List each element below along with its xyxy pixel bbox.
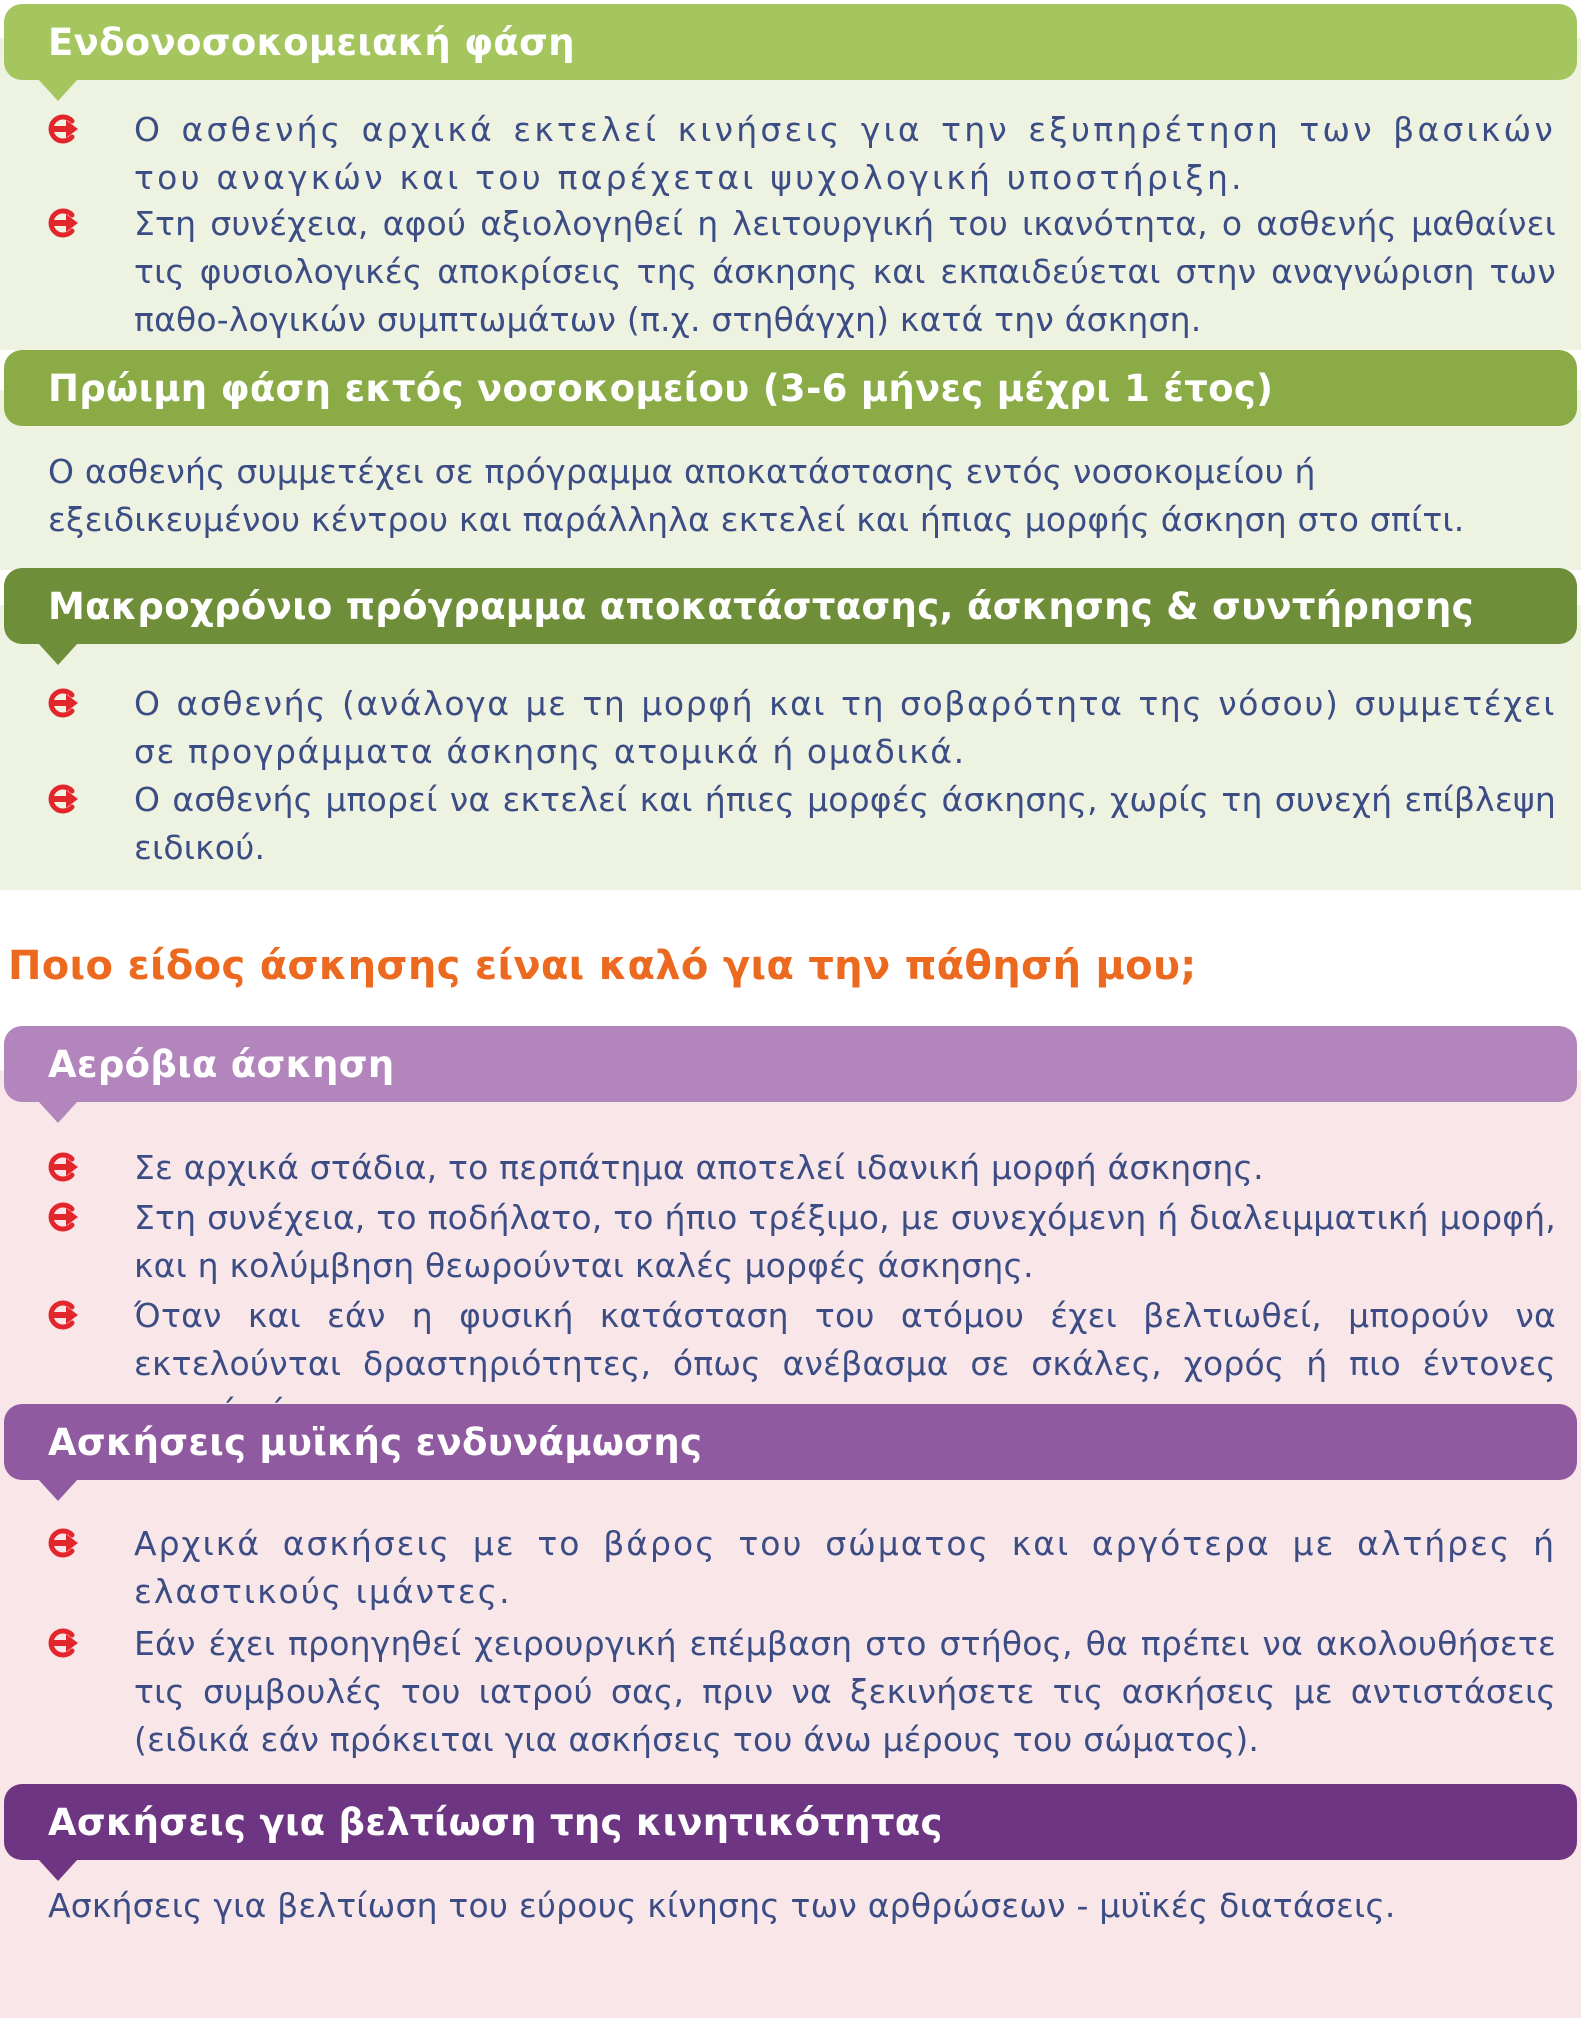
list-item-text: Ο ασθενής (ανάλογα με τη μορφή και τη σοβαρότητα της νόσου) συμμετέχει σε προγράμματα άσκησης ατομικά ή ομαδικά.: [134, 684, 1556, 771]
list-item-text: Σε αρχικά στάδια, το περπάτημα αποτελεί ιδανική μορφή άσκησης.: [134, 1148, 1264, 1187]
inhospital-header: [4, 4, 1577, 80]
arrow-circle-right-icon: [46, 782, 80, 816]
arrow-circle-right-icon: [46, 1526, 80, 1560]
list-item-text: Στη συνέχεια, το ποδήλατο, το ήπιο τρέξιμο, με συνεχόμενη ή διαλειμματική μορφή, και η κολύμβηση θεωρούνται καλές μορφές άσκησης.: [134, 1198, 1556, 1285]
inhospital-header-pointer: [38, 79, 78, 101]
mobility-text: Ασκήσεις για βελτίωση του εύρους κίνησης των αρθρώσεων - μυϊκές διατάσεις.: [48, 1886, 1396, 1925]
question-heading: Ποιο είδος άσκησης είναι καλό για την πάθησή μου;: [8, 943, 1197, 989]
aerobic-title: Αερόβια άσκηση: [48, 1042, 395, 1086]
inhospital-title: Ενδονοσοκομειακή φάση: [48, 20, 575, 64]
strength-title: Ασκήσεις μυϊκής ενδυνάμωσης: [48, 1420, 703, 1464]
strength-header-pointer: [38, 1479, 78, 1501]
arrow-circle-right-icon: [46, 206, 80, 240]
aerobic-header: [4, 1026, 1577, 1102]
longterm-header-pointer: [38, 643, 78, 665]
arrow-circle-right-icon: [46, 1200, 80, 1234]
mobility-header-pointer: [38, 1859, 78, 1881]
longterm-header: [4, 568, 1577, 644]
list-item-text: Στη συνέχεια, αφού αξιολογηθεί η λειτουργική του ικανότητα, ο ασθενής μαθαίνει τις φυσιολογικές αποκρίσεις της άσκησης και εκπαιδεύεται στην αναγνώριση των παθο-λογικών συμπτωμάτων (π.χ. στηθάγχη) κατά την άσκηση.: [134, 204, 1556, 339]
arrow-circle-right-icon: [46, 686, 80, 720]
mobility-title: Ασκήσεις για βελτίωση της κινητικότητας: [48, 1800, 943, 1844]
strength-header: [4, 1404, 1577, 1480]
list-item-text: Όταν και εάν η φυσική κατάσταση του ατόμου έχει βελτιωθεί, μπορούν να εκτελούνται δραστηριότητες, όπως ανέβασμα σε σκάλες, χορός ή πιο έντονες: [134, 1296, 1556, 1383]
aerobic-header-pointer: [38, 1101, 78, 1123]
early-text: Ο ασθενής συμμετέχει σε πρόγραμμα αποκατάστασης εντός νοσοκομείου ή εξειδικευμένου κέντρου και παράλληλα εκτελεί και ήπιας μορφής άσκηση στο σπίτι.: [48, 452, 1465, 539]
early-title: Πρώιμη φάση εκτός νοσοκομείου (3-6 μήνες μέχρι 1 έτος): [48, 366, 1274, 410]
arrow-circle-right-icon: [46, 1626, 80, 1660]
early-header: [4, 350, 1577, 426]
list-item-text: Ο ασθενής μπορεί να εκτελεί και ήπιες μορφές άσκησης, χωρίς τη συνεχή επίβλεψη ειδικού.: [134, 780, 1556, 867]
list-item-text: Εάν έχει προηγηθεί χειρουργική επέμβαση στο στήθος, θα πρέπει να ακολουθήσετε τις συμβουλές του ιατρού σας, πριν να ξεκινήσετε τις ασκήσεις με αντιστάσεις (ειδικά εάν πρόκειται για ασκήσεις του άνω μέρους του σώματος).: [134, 1624, 1556, 1759]
arrow-circle-right-icon: [46, 1150, 80, 1184]
list-item-text: Αρχικά ασκήσεις με το βάρος του σώματος και αργότερα με αλτήρες ή ελαστικούς ιμάντες.: [134, 1524, 1556, 1611]
mobility-header: [4, 1784, 1577, 1860]
arrow-circle-right-icon: [46, 1298, 80, 1332]
list-item-text: Ο ασθενής αρχικά εκτελεί κινήσεις για την εξυπηρέτηση των βασικών του αναγκών και του παρέχεται ψυχολογική υποστήριξη.: [134, 110, 1556, 197]
arrow-circle-right-icon: [46, 112, 80, 146]
longterm-title: Μακροχρόνιο πρόγραμμα αποκατάστασης, άσκησης & συντήρησης: [48, 584, 1474, 628]
